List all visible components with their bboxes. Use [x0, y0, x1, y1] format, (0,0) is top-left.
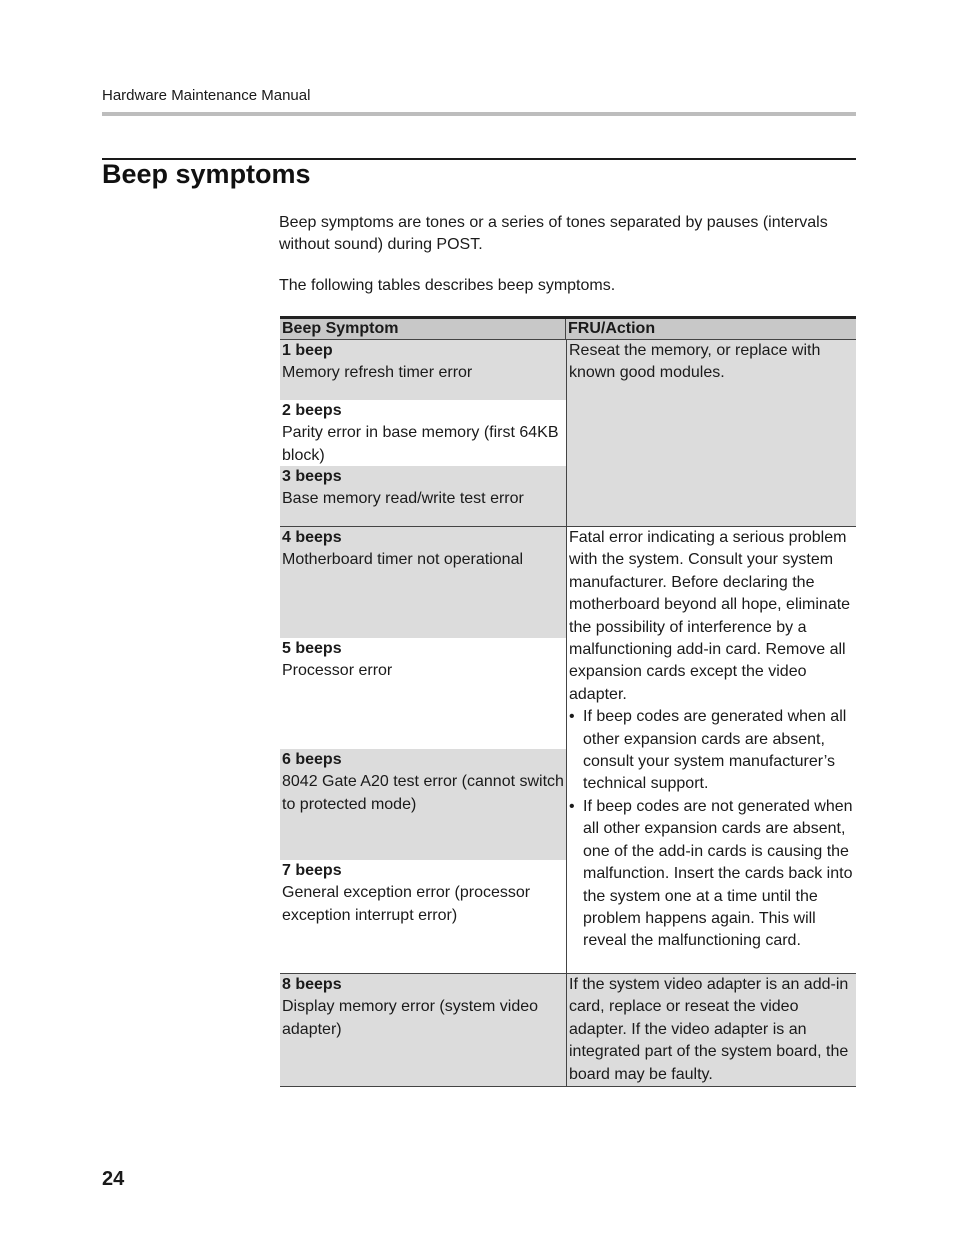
- beep-description: General exception error (processor exception interrupt error): [282, 884, 531, 924]
- page-number: 24: [102, 1168, 125, 1190]
- header-fru-action: FRU/Action: [568, 319, 656, 337]
- header-beep-symptom: Beep Symptom: [280, 319, 566, 339]
- beep-code: 7 beeps: [282, 862, 342, 879]
- table-row: [280, 749, 566, 860]
- beep-description: Processor error: [282, 662, 393, 680]
- header-rule: [102, 112, 856, 116]
- action-text: Reseat the memory, or replace with known good modules.: [569, 342, 821, 382]
- table-row: [280, 466, 566, 526]
- table-row: [280, 860, 566, 973]
- beep-table: [280, 316, 856, 1087]
- beep-description: Motherboard timer not operational: [282, 551, 524, 569]
- symptom-column: [280, 340, 567, 526]
- beep-code: 5 beeps: [282, 640, 342, 657]
- action-bullet: • If beep codes are generated when all other expansion cards are absent, consult your system manufacturer’s technical support.: [569, 706, 856, 796]
- action-text: If the system video adapter is an add-in card, replace or reseat the video adapter. If the video adapter is an integrated part of the system board, the board may be faulty.: [569, 976, 849, 1083]
- action-cell: [567, 340, 856, 526]
- action-cell: [567, 527, 856, 973]
- table-row: [280, 638, 566, 749]
- running-header: Hardware Maintenance Manual: [102, 87, 311, 104]
- table-row-group-fatal: [280, 527, 856, 974]
- beep-code: 4 beeps: [282, 529, 342, 546]
- beep-code: 2 beeps: [282, 402, 342, 419]
- table-header: [280, 316, 856, 340]
- action-bullet: • If beep codes are not generated when all other expansion cards are absent, one of the add-in cards is causing the malfunction. Insert the cards back into the system one at a time until the problem happens again. This will reveal the malfunctioning card.: [569, 796, 856, 953]
- beep-description: Memory refresh timer error: [282, 364, 473, 382]
- table-row-group-video: [280, 974, 856, 1087]
- symptom-column: [280, 527, 567, 973]
- beep-code: 8 beeps: [282, 976, 342, 993]
- intro-paragraph: Beep symptoms are tones or a series of tones separated by pauses (intervals without sound) during POST.: [279, 214, 828, 253]
- table-row-group-memory: [280, 340, 856, 527]
- page-title: Beep symptoms: [102, 159, 311, 189]
- table-row: [280, 400, 566, 466]
- beep-code: 3 beeps: [282, 468, 342, 485]
- beep-description: Parity error in base memory (first 64KB block): [282, 424, 559, 464]
- beep-description: Display memory error (system video adapter): [282, 998, 539, 1038]
- action-text: Fatal error indicating a serious problem with the system. Consult your system manufacturer. Before declaring the motherboard beyond all hope, eliminate the possibility of interference by a malfunctioning add-in card. Remove all expansion cards except the video adapter.: [569, 529, 851, 703]
- action-bullet-list: [569, 706, 856, 952]
- action-cell: [567, 974, 856, 1086]
- beep-description: Base memory read/write test error: [282, 490, 524, 508]
- intro-note: The following tables describes beep symptoms.: [279, 277, 616, 294]
- beep-code: 6 beeps: [282, 751, 342, 768]
- table-row: [280, 340, 566, 400]
- table-row: [280, 527, 566, 638]
- beep-description: 8042 Gate A20 test error (cannot switch to protected mode): [282, 773, 564, 813]
- table-row: [280, 974, 566, 1084]
- beep-code: 1 beep: [282, 342, 333, 359]
- symptom-column: [280, 974, 567, 1086]
